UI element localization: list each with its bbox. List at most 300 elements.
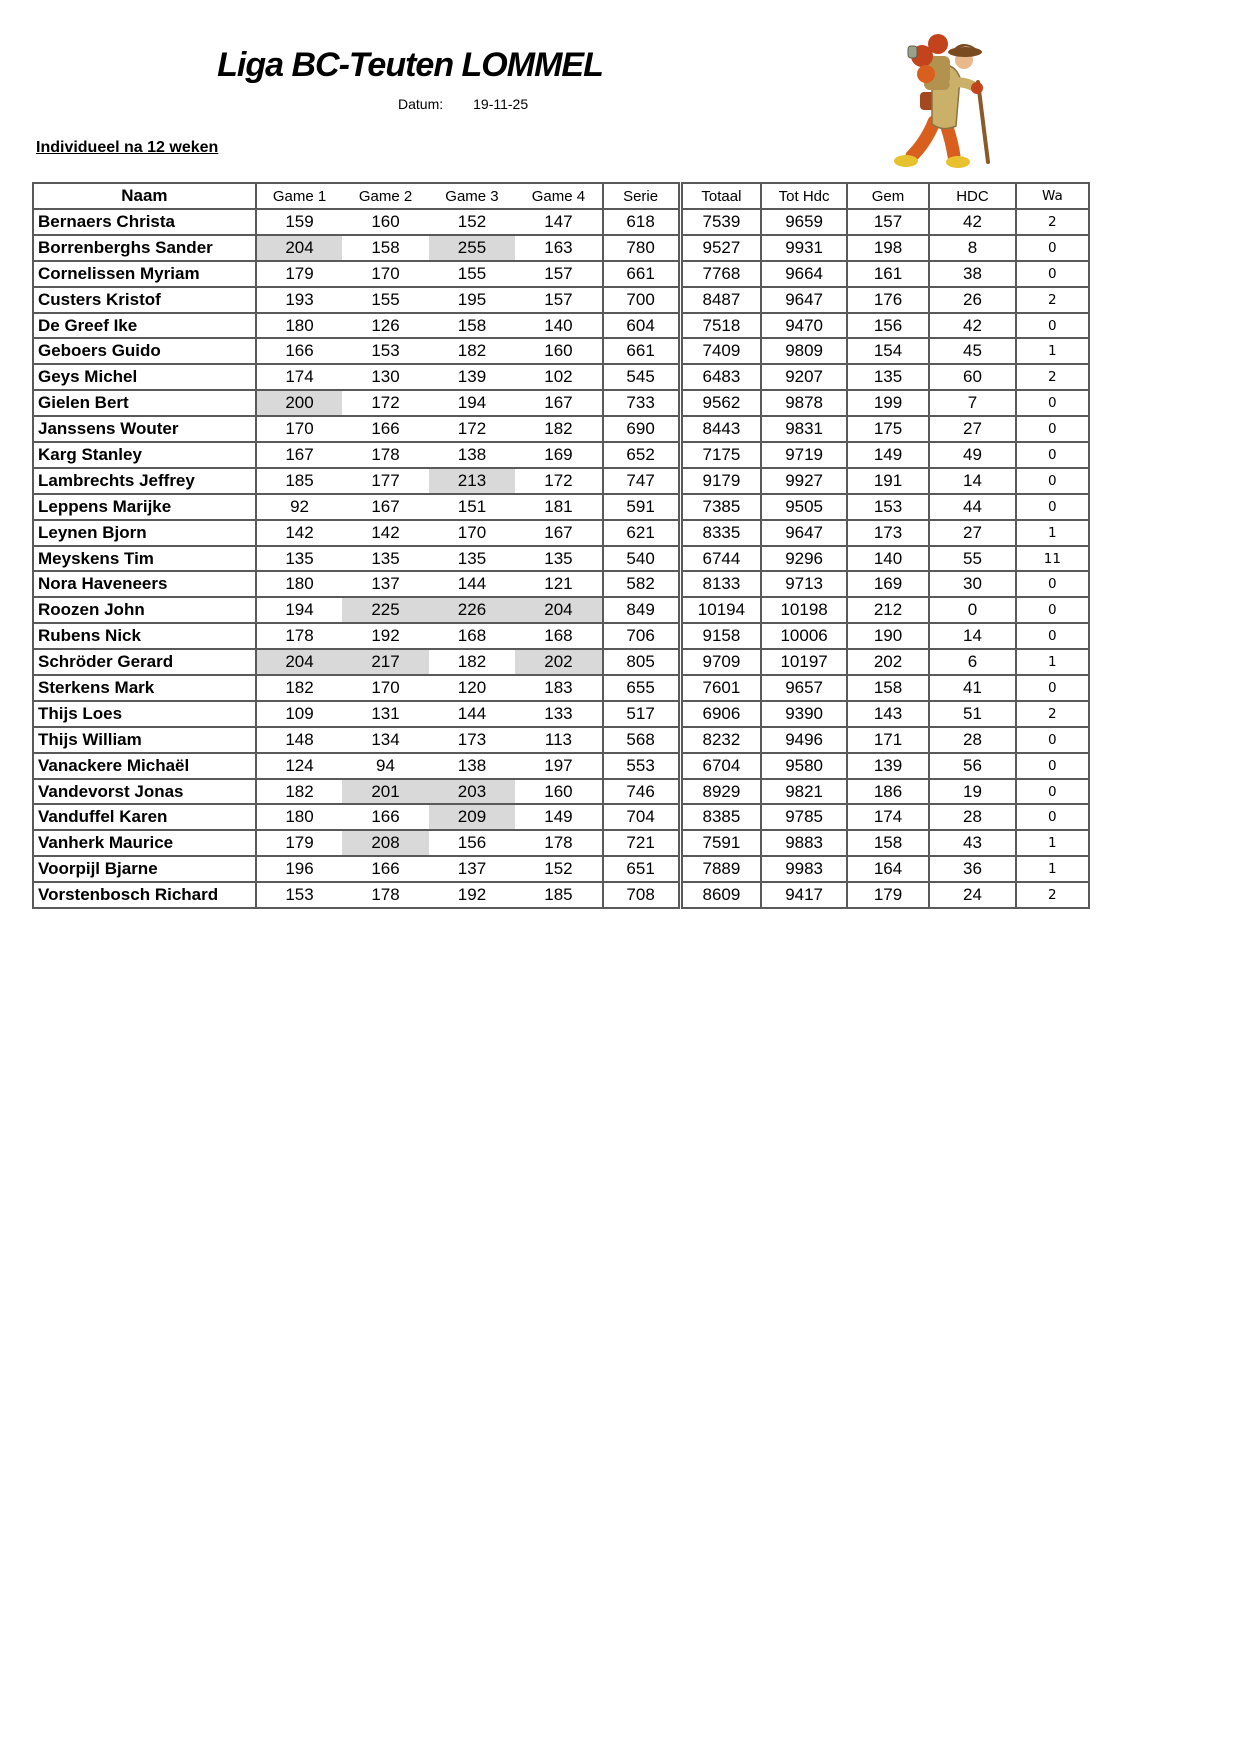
game-1-score: 178 <box>256 623 342 649</box>
serie-value: 652 <box>603 442 680 468</box>
hdc-value: 24 <box>929 882 1015 908</box>
gem-value: 198 <box>847 235 929 261</box>
date-label: Datum: <box>398 96 444 112</box>
tot-hdc-value: 9878 <box>761 390 846 416</box>
table-row <box>33 830 1089 856</box>
game-4-score: 157 <box>515 287 602 313</box>
game-4-score: 185 <box>515 882 602 908</box>
tot-hdc-value: 9785 <box>761 804 846 830</box>
serie-value: 704 <box>603 804 680 830</box>
player-name: Sterkens Mark <box>33 675 256 701</box>
game-4-score: 182 <box>515 416 602 442</box>
tot-hdc-value: 10197 <box>761 649 846 675</box>
totaal-value: 6906 <box>680 701 761 727</box>
table-row <box>33 571 1089 597</box>
player-name: Vanherk Maurice <box>33 830 256 856</box>
gem-value: 174 <box>847 804 929 830</box>
gem-value: 143 <box>847 701 929 727</box>
game-4-score: 168 <box>515 623 602 649</box>
wa-value: 2 <box>1016 364 1089 390</box>
wa-value: 0 <box>1016 779 1089 805</box>
tot-hdc-value: 9505 <box>761 494 846 520</box>
table-row <box>33 468 1089 494</box>
gem-value: 154 <box>847 338 929 364</box>
game-4-score: 163 <box>515 235 602 261</box>
totaal-value: 7539 <box>680 209 761 235</box>
table-row <box>33 416 1089 442</box>
game-4-score: 113 <box>515 727 602 753</box>
gem-value: 158 <box>847 675 929 701</box>
game-2-score: 135 <box>342 546 428 572</box>
game-4-score: 147 <box>515 209 602 235</box>
totaal-value: 7518 <box>680 313 761 339</box>
game-4-score: 202 <box>515 649 602 675</box>
game-3-score: 203 <box>429 779 515 805</box>
totaal-value: 6704 <box>680 753 761 779</box>
player-name: Rubens Nick <box>33 623 256 649</box>
game-2-score: 130 <box>342 364 428 390</box>
wa-value: 1 <box>1016 830 1089 856</box>
serie-value: 540 <box>603 546 680 572</box>
wa-value: 2 <box>1016 882 1089 908</box>
serie-value: 690 <box>603 416 680 442</box>
game-1-score: 194 <box>256 597 342 623</box>
gem-value: 202 <box>847 649 929 675</box>
gem-value: 153 <box>847 494 929 520</box>
totaal-value: 7175 <box>680 442 761 468</box>
game-1-score: 135 <box>256 546 342 572</box>
tot-hdc-value: 9883 <box>761 830 846 856</box>
player-name: Roozen John <box>33 597 256 623</box>
table-row <box>33 261 1089 287</box>
tot-hdc-value: 9296 <box>761 546 846 572</box>
hdc-value: 27 <box>929 416 1015 442</box>
table-row <box>33 313 1089 339</box>
tot-hdc-value: 9809 <box>761 338 846 364</box>
table-row <box>33 675 1089 701</box>
game-3-score: 144 <box>429 571 515 597</box>
wa-value: 0 <box>1016 313 1089 339</box>
gem-value: 158 <box>847 830 929 856</box>
col-header-game-1: Game 1 <box>256 183 342 209</box>
tot-hdc-value: 9983 <box>761 856 846 882</box>
game-3-score: 194 <box>429 390 515 416</box>
serie-value: 661 <box>603 338 680 364</box>
table-row <box>33 520 1089 546</box>
player-name: Geys Michel <box>33 364 256 390</box>
player-name: Thijs Loes <box>33 701 256 727</box>
wa-value: 0 <box>1016 390 1089 416</box>
game-1-score: 180 <box>256 804 342 830</box>
wa-value: 0 <box>1016 261 1089 287</box>
hdc-value: 44 <box>929 494 1015 520</box>
game-4-score: 167 <box>515 390 602 416</box>
game-2-score: 126 <box>342 313 428 339</box>
serie-value: 545 <box>603 364 680 390</box>
game-3-score: 158 <box>429 313 515 339</box>
game-2-score: 158 <box>342 235 428 261</box>
hdc-value: 7 <box>929 390 1015 416</box>
totaal-value: 7591 <box>680 830 761 856</box>
serie-value: 780 <box>603 235 680 261</box>
serie-value: 706 <box>603 623 680 649</box>
hdc-value: 30 <box>929 571 1015 597</box>
game-4-score: 135 <box>515 546 602 572</box>
totaal-value: 9527 <box>680 235 761 261</box>
game-2-score: 225 <box>342 597 428 623</box>
serie-value: 621 <box>603 520 680 546</box>
table-row <box>33 235 1089 261</box>
serie-value: 618 <box>603 209 680 235</box>
gem-value: 212 <box>847 597 929 623</box>
game-4-score: 181 <box>515 494 602 520</box>
game-4-score: 133 <box>515 701 602 727</box>
wa-value: 0 <box>1016 416 1089 442</box>
gem-value: 169 <box>847 571 929 597</box>
table-row <box>33 287 1089 313</box>
game-2-score: 178 <box>342 882 428 908</box>
table-row <box>33 597 1089 623</box>
gem-value: 176 <box>847 287 929 313</box>
game-1-score: 153 <box>256 882 342 908</box>
game-2-score: 134 <box>342 727 428 753</box>
player-name: Vanduffel Karen <box>33 804 256 830</box>
game-4-score: 160 <box>515 779 602 805</box>
totaal-value: 8232 <box>680 727 761 753</box>
page-title: Liga BC-Teuten LOMMEL <box>217 46 603 84</box>
serie-value: 721 <box>603 830 680 856</box>
game-1-score: 124 <box>256 753 342 779</box>
game-1-score: 193 <box>256 287 342 313</box>
game-1-score: 92 <box>256 494 342 520</box>
col-header-hdc: HDC <box>929 183 1015 209</box>
totaal-value: 9709 <box>680 649 761 675</box>
game-2-score: 172 <box>342 390 428 416</box>
totaal-value: 8385 <box>680 804 761 830</box>
game-1-score: 200 <box>256 390 342 416</box>
wa-value: 1 <box>1016 649 1089 675</box>
table-row <box>33 390 1089 416</box>
hdc-value: 0 <box>929 597 1015 623</box>
hdc-value: 49 <box>929 442 1015 468</box>
game-2-score: 201 <box>342 779 428 805</box>
game-1-score: 166 <box>256 338 342 364</box>
table-row <box>33 701 1089 727</box>
game-4-score: 160 <box>515 338 602 364</box>
col-header-gem: Gem <box>847 183 929 209</box>
game-2-score: 131 <box>342 701 428 727</box>
totaal-value: 8929 <box>680 779 761 805</box>
gem-value: 175 <box>847 416 929 442</box>
tot-hdc-value: 9647 <box>761 287 846 313</box>
tot-hdc-value: 9719 <box>761 442 846 468</box>
game-3-score: 155 <box>429 261 515 287</box>
gem-value: 139 <box>847 753 929 779</box>
game-1-score: 182 <box>256 779 342 805</box>
player-name: Schröder Gerard <box>33 649 256 675</box>
game-1-score: 159 <box>256 209 342 235</box>
game-4-score: 140 <box>515 313 602 339</box>
game-2-score: 192 <box>342 623 428 649</box>
player-name: Voorpijl Bjarne <box>33 856 256 882</box>
hdc-value: 56 <box>929 753 1015 779</box>
tot-hdc-value: 9821 <box>761 779 846 805</box>
hdc-value: 45 <box>929 338 1015 364</box>
hdc-value: 42 <box>929 313 1015 339</box>
game-1-score: 204 <box>256 649 342 675</box>
hdc-value: 38 <box>929 261 1015 287</box>
game-3-score: 195 <box>429 287 515 313</box>
game-4-score: 172 <box>515 468 602 494</box>
tot-hdc-value: 9927 <box>761 468 846 494</box>
table-row <box>33 442 1089 468</box>
game-3-score: 144 <box>429 701 515 727</box>
game-2-score: 170 <box>342 675 428 701</box>
player-name: Lambrechts Jeffrey <box>33 468 256 494</box>
wa-value: 0 <box>1016 675 1089 701</box>
game-2-score: 160 <box>342 209 428 235</box>
date-value: 19-11-25 <box>473 96 529 112</box>
player-name: Thijs William <box>33 727 256 753</box>
tot-hdc-value: 9390 <box>761 701 846 727</box>
serie-value: 591 <box>603 494 680 520</box>
hdc-value: 6 <box>929 649 1015 675</box>
totaal-value: 7409 <box>680 338 761 364</box>
hdc-value: 19 <box>929 779 1015 805</box>
game-3-score: 226 <box>429 597 515 623</box>
hdc-value: 26 <box>929 287 1015 313</box>
player-name: Bernaers Christa <box>33 209 256 235</box>
wa-value: 1 <box>1016 520 1089 546</box>
game-1-score: 142 <box>256 520 342 546</box>
wa-value: 0 <box>1016 468 1089 494</box>
hdc-value: 28 <box>929 804 1015 830</box>
wa-value: 0 <box>1016 442 1089 468</box>
table-row <box>33 494 1089 520</box>
table-row <box>33 364 1089 390</box>
hdc-value: 36 <box>929 856 1015 882</box>
results-table-body <box>33 209 1089 908</box>
tot-hdc-value: 9417 <box>761 882 846 908</box>
tot-hdc-value: 9496 <box>761 727 846 753</box>
player-name: Leynen Bjorn <box>33 520 256 546</box>
totaal-value: 9179 <box>680 468 761 494</box>
serie-value: 655 <box>603 675 680 701</box>
game-4-score: 152 <box>515 856 602 882</box>
hdc-value: 42 <box>929 209 1015 235</box>
gem-value: 179 <box>847 882 929 908</box>
game-4-score: 157 <box>515 261 602 287</box>
game-2-score: 94 <box>342 753 428 779</box>
hdc-value: 28 <box>929 727 1015 753</box>
tot-hdc-value: 9207 <box>761 364 846 390</box>
game-2-score: 166 <box>342 416 428 442</box>
tot-hdc-value: 10006 <box>761 623 846 649</box>
col-header-wa: Wa <box>1016 183 1089 209</box>
hdc-value: 14 <box>929 623 1015 649</box>
serie-value: 849 <box>603 597 680 623</box>
player-name: Leppens Marijke <box>33 494 256 520</box>
wa-value: 0 <box>1016 235 1089 261</box>
results-table <box>32 182 1090 909</box>
gem-value: 140 <box>847 546 929 572</box>
game-1-score: 174 <box>256 364 342 390</box>
game-4-score: 167 <box>515 520 602 546</box>
game-4-score: 183 <box>515 675 602 701</box>
table-row <box>33 727 1089 753</box>
game-1-score: 196 <box>256 856 342 882</box>
game-1-score: 182 <box>256 675 342 701</box>
tot-hdc-value: 9647 <box>761 520 846 546</box>
hdc-value: 8 <box>929 235 1015 261</box>
table-row <box>33 623 1089 649</box>
game-3-score: 139 <box>429 364 515 390</box>
serie-value: 553 <box>603 753 680 779</box>
player-name: Vanackere Michaël <box>33 753 256 779</box>
hdc-value: 51 <box>929 701 1015 727</box>
game-1-score: 109 <box>256 701 342 727</box>
totaal-value: 6744 <box>680 546 761 572</box>
gem-value: 161 <box>847 261 929 287</box>
header-row <box>33 183 1089 209</box>
gem-value: 156 <box>847 313 929 339</box>
game-3-score: 209 <box>429 804 515 830</box>
totaal-value: 8443 <box>680 416 761 442</box>
serie-value: 661 <box>603 261 680 287</box>
game-2-score: 166 <box>342 856 428 882</box>
wa-value: 2 <box>1016 209 1089 235</box>
serie-value: 708 <box>603 882 680 908</box>
player-name: Meyskens Tim <box>33 546 256 572</box>
game-1-score: 170 <box>256 416 342 442</box>
tot-hdc-value: 9713 <box>761 571 846 597</box>
tot-hdc-value: 9657 <box>761 675 846 701</box>
game-4-score: 102 <box>515 364 602 390</box>
tot-hdc-value: 9470 <box>761 313 846 339</box>
game-2-score: 142 <box>342 520 428 546</box>
hdc-value: 41 <box>929 675 1015 701</box>
game-3-score: 182 <box>429 338 515 364</box>
hdc-value: 27 <box>929 520 1015 546</box>
game-2-score: 137 <box>342 571 428 597</box>
game-4-score: 149 <box>515 804 602 830</box>
player-name: Cornelissen Myriam <box>33 261 256 287</box>
serie-value: 517 <box>603 701 680 727</box>
totaal-value: 7889 <box>680 856 761 882</box>
game-4-score: 169 <box>515 442 602 468</box>
table-row <box>33 546 1089 572</box>
game-1-score: 204 <box>256 235 342 261</box>
totaal-value: 9562 <box>680 390 761 416</box>
table-row <box>33 209 1089 235</box>
wa-value: 0 <box>1016 753 1089 779</box>
player-name: Vorstenbosch Richard <box>33 882 256 908</box>
hdc-value: 14 <box>929 468 1015 494</box>
col-header-naam: Naam <box>33 183 256 209</box>
wa-value: 0 <box>1016 597 1089 623</box>
player-name: Karg Stanley <box>33 442 256 468</box>
gem-value: 191 <box>847 468 929 494</box>
table-row <box>33 338 1089 364</box>
game-3-score: 152 <box>429 209 515 235</box>
game-3-score: 255 <box>429 235 515 261</box>
col-header-game-3: Game 3 <box>429 183 515 209</box>
table-row <box>33 779 1089 805</box>
game-3-score: 182 <box>429 649 515 675</box>
game-2-score: 170 <box>342 261 428 287</box>
wa-value: 2 <box>1016 701 1089 727</box>
totaal-value: 8609 <box>680 882 761 908</box>
gem-value: 164 <box>847 856 929 882</box>
game-3-score: 170 <box>429 520 515 546</box>
table-row <box>33 856 1089 882</box>
player-name: Vandevorst Jonas <box>33 779 256 805</box>
game-2-score: 167 <box>342 494 428 520</box>
game-3-score: 168 <box>429 623 515 649</box>
gem-value: 199 <box>847 390 929 416</box>
game-3-score: 173 <box>429 727 515 753</box>
player-name: Custers Kristof <box>33 287 256 313</box>
wa-value: 2 <box>1016 287 1089 313</box>
game-1-score: 179 <box>256 830 342 856</box>
game-4-score: 121 <box>515 571 602 597</box>
game-3-score: 192 <box>429 882 515 908</box>
totaal-value: 8487 <box>680 287 761 313</box>
hdc-value: 55 <box>929 546 1015 572</box>
game-1-score: 179 <box>256 261 342 287</box>
player-name: Borrenberghs Sander <box>33 235 256 261</box>
col-header-serie: Serie <box>603 183 680 209</box>
game-3-score: 156 <box>429 830 515 856</box>
serie-value: 604 <box>603 313 680 339</box>
wa-value: 0 <box>1016 804 1089 830</box>
hdc-value: 43 <box>929 830 1015 856</box>
col-header-game-4: Game 4 <box>515 183 602 209</box>
serie-value: 582 <box>603 571 680 597</box>
game-3-score: 135 <box>429 546 515 572</box>
game-3-score: 138 <box>429 442 515 468</box>
tot-hdc-value: 9931 <box>761 235 846 261</box>
serie-value: 700 <box>603 287 680 313</box>
wa-value: 1 <box>1016 856 1089 882</box>
gem-value: 149 <box>847 442 929 468</box>
serie-value: 746 <box>603 779 680 805</box>
table-row <box>33 753 1089 779</box>
col-header-tot-hdc: Tot Hdc <box>761 183 846 209</box>
section-subtitle: Individueel na 12 weken <box>36 139 219 156</box>
tot-hdc-value: 10198 <box>761 597 846 623</box>
wa-value: 11 <box>1016 546 1089 572</box>
game-1-score: 167 <box>256 442 342 468</box>
game-2-score: 178 <box>342 442 428 468</box>
totaal-value: 7385 <box>680 494 761 520</box>
date-row <box>398 96 528 112</box>
gem-value: 190 <box>847 623 929 649</box>
totaal-value: 9158 <box>680 623 761 649</box>
hdc-value: 60 <box>929 364 1015 390</box>
col-header-totaal: Totaal <box>680 183 761 209</box>
table-row <box>33 649 1089 675</box>
wa-value: 0 <box>1016 623 1089 649</box>
totaal-value: 7601 <box>680 675 761 701</box>
tot-hdc-value: 9659 <box>761 209 846 235</box>
gem-value: 171 <box>847 727 929 753</box>
totaal-value: 8335 <box>680 520 761 546</box>
game-2-score: 217 <box>342 649 428 675</box>
game-3-score: 120 <box>429 675 515 701</box>
table-row <box>33 882 1089 908</box>
tot-hdc-value: 9580 <box>761 753 846 779</box>
